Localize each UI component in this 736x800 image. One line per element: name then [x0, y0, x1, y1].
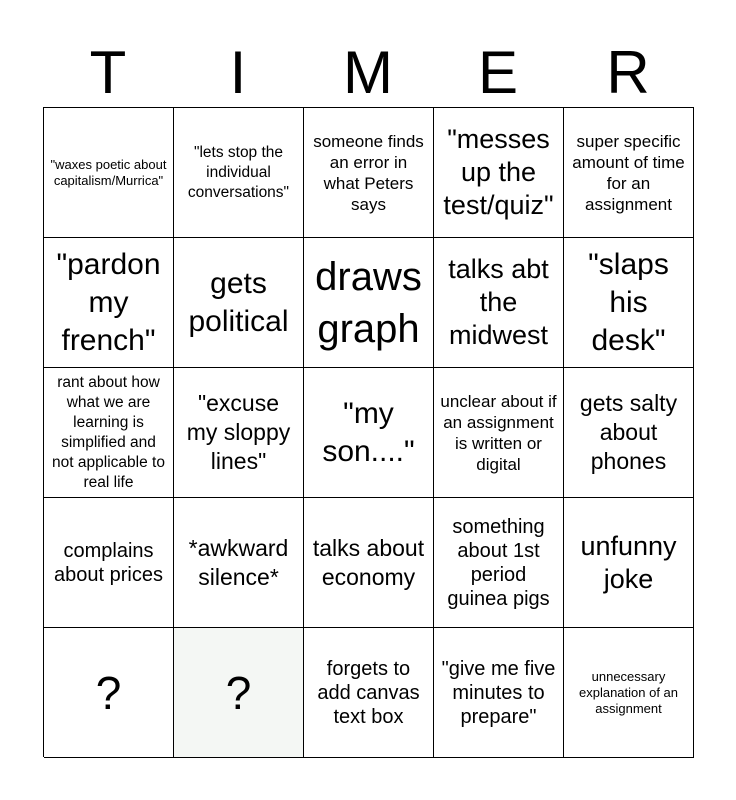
bingo-cell-r4-c2[interactable] [174, 498, 304, 628]
bingo-header [43, 38, 693, 108]
bingo-cell-r1-c3[interactable] [304, 108, 434, 238]
bingo-cell-text: "waxes poetic about capitalism/Murrica" [50, 156, 167, 188]
bingo-cell-text: someone finds an error in what Peters says [313, 131, 424, 214]
bingo-cell-r2-c2[interactable] [174, 238, 304, 368]
bingo-cell-text: "my son...." [322, 396, 415, 468]
header-letter-m: M [343, 39, 393, 106]
bingo-cell-text: unfunny joke [580, 530, 677, 594]
bingo-cell-r4-c1[interactable] [44, 498, 174, 628]
bingo-cell-text: super specific amount of time for an assignment [572, 131, 685, 214]
bingo-cell-text: "messes up the test/quiz" [443, 124, 554, 220]
bingo-cell-r1-c2[interactable] [174, 108, 304, 238]
bingo-cell-text: rant about how what we are learning is simplified and not applicable to real life [52, 373, 165, 491]
bingo-cell-text: "slaps his desk" [588, 247, 669, 357]
bingo-cell-text: *awkward silence* [188, 534, 289, 590]
bingo-cell-r3-c2[interactable] [174, 368, 304, 498]
bingo-cell-r1-c4[interactable] [434, 108, 564, 238]
bingo-cell-text: complains about prices [54, 539, 163, 586]
bingo-cell-text: ? [225, 666, 252, 719]
bingo-cell-text: unnecessary explanation of an assignment [578, 668, 679, 716]
bingo-cell-r3-c5[interactable] [564, 368, 694, 498]
bingo-cell-text: ? [95, 666, 122, 719]
bingo-cell-text: draws graph [315, 254, 422, 351]
bingo-cell-r3-c4[interactable] [434, 368, 564, 498]
bingo-cell-r5-c5[interactable] [564, 628, 694, 758]
bingo-cell-r1-c5[interactable] [564, 108, 694, 238]
bingo-cell-r5-c1[interactable] [44, 628, 174, 758]
bingo-cell-r3-c1[interactable] [44, 368, 174, 498]
bingo-cell-r4-c3[interactable] [304, 498, 434, 628]
bingo-cell-r3-c3[interactable] [304, 368, 434, 498]
bingo-cell-text: talks abt the midwest [448, 254, 549, 350]
bingo-cell-r1-c1[interactable] [44, 108, 174, 238]
header-letter-t: T [89, 39, 127, 106]
bingo-cell-text: something about 1st period guinea pigs [447, 515, 550, 610]
bingo-cell-text: "lets stop the individual conversations" [187, 143, 290, 201]
bingo-cell-r2-c4[interactable] [434, 238, 564, 368]
header-letter-r: R [606, 39, 650, 106]
bingo-card-grid [43, 107, 694, 757]
bingo-cell-r2-c1[interactable] [44, 238, 174, 368]
bingo-cell-text: "excuse my sloppy lines" [186, 390, 291, 474]
bingo-cell-text: "give me five minutes to prepare" [441, 657, 556, 728]
bingo-cell-r5-c4[interactable] [434, 628, 564, 758]
bingo-cell-text: "pardon my french" [56, 247, 161, 357]
bingo-cell-r5-c2[interactable] [174, 628, 304, 758]
bingo-cell-text: forgets to add canvas text box [317, 657, 420, 728]
header-letter-i: I [229, 39, 247, 106]
bingo-cell-text: unclear about if an assignment is written or digital [440, 391, 557, 474]
bingo-cell-r4-c4[interactable] [434, 498, 564, 628]
bingo-cell-r2-c3[interactable] [304, 238, 434, 368]
bingo-cell-text: talks about economy [312, 534, 425, 590]
bingo-cell-text: gets political [188, 266, 289, 338]
bingo-cell-r4-c5[interactable] [564, 498, 694, 628]
bingo-cell-text: gets salty about phones [579, 390, 678, 474]
header-letter-e: E [477, 39, 519, 106]
bingo-cell-r2-c5[interactable] [564, 238, 694, 368]
bingo-cell-r5-c3[interactable] [304, 628, 434, 758]
